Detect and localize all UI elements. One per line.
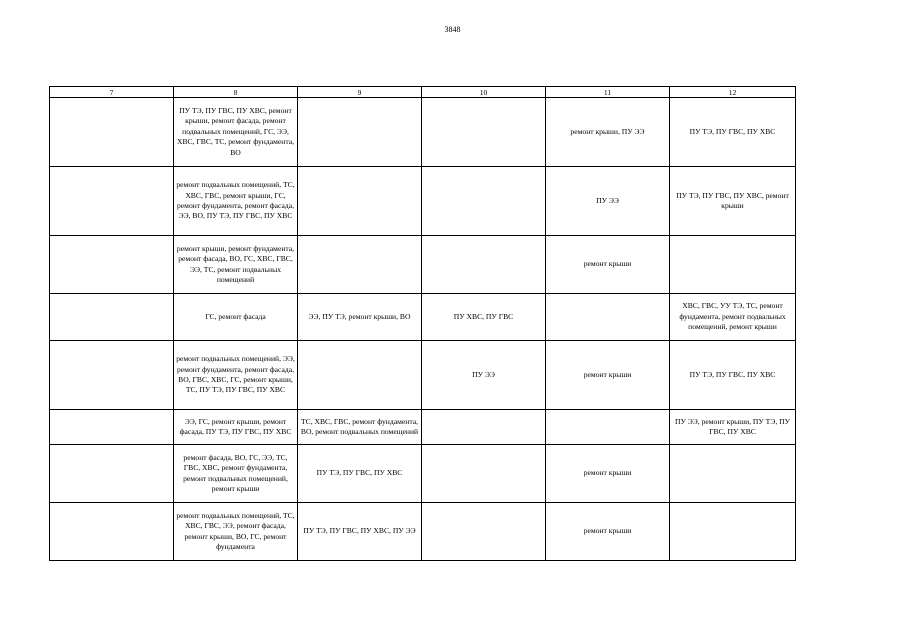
table-cell [50,98,174,167]
column-header-10: 10 [422,87,546,98]
table-cell: ПУ ХВС, ПУ ГВС [422,294,546,341]
table-cell: ремонт крыши [546,236,670,294]
table-row [50,167,796,236]
table-row [50,503,796,561]
table-cell: ремонт фасада, ВО, ГС, ЭЭ, ТС, ГВС, ХВС, ремонт фундамента, ремонт подвальных помещений, ремонт крыши [174,445,298,503]
table-cell [50,410,174,445]
table-row [50,98,796,167]
table-cell: ремонт крыши, ремонт фундамента, ремонт фасада, ВО, ГС, ХВС, ГВС, ЭЭ, ТС, ремонт подвальных помещений [174,236,298,294]
table-cell: ПУ ТЭ, ПУ ГВС, ПУ ХВС, ремонт крыши, ремонт фасада, ремонт подвальных помещений, ГС, ЭЭ, ХВС, ГВС, ТС, ремонт фундамента, ВО [174,98,298,167]
table-cell: ПУ ЭЭ [422,341,546,410]
table-cell [422,445,546,503]
table-cell [422,98,546,167]
table-cell: ремонт подвальных помещений, ТС, ХВС, ГВС, ЭЭ, ремонт фасада, ремонт крыши, ВО, ГС, ремонт фундамента [174,503,298,561]
table-cell: ПУ ТЭ, ПУ ГВС, ПУ ХВС [670,98,796,167]
table-cell [546,294,670,341]
table-cell: ПУ ЭЭ [546,167,670,236]
table-cell: ЭЭ, ГС, ремонт крыши, ремонт фасада, ПУ ТЭ, ПУ ГВС, ПУ ХВС [174,410,298,445]
table-cell: ЭЭ, ПУ ТЭ, ремонт крыши, ВО [298,294,422,341]
table-cell [50,445,174,503]
table-cell: ремонт крыши [546,341,670,410]
table-cell [298,167,422,236]
column-header-12: 12 [670,87,796,98]
table-cell: ремонт крыши [546,445,670,503]
column-header-9: 9 [298,87,422,98]
table-cell: ПУ ЭЭ, ремонт крыши, ПУ ТЭ, ПУ ГВС, ПУ ХВС [670,410,796,445]
table-cell [50,341,174,410]
table-cell: ПУ ТЭ, ПУ ГВС, ПУ ХВС [298,445,422,503]
table-cell: ГС, ремонт фасада [174,294,298,341]
table-cell: ремонт подвальных помещений, ЭЭ, ремонт фундамента, ремонт фасада, ВО, ГВС, ХВС, ГС, ремонт крыши, ТС, ПУ ТЭ, ПУ ГВС, ПУ ХВС [174,341,298,410]
table-cell [422,410,546,445]
table-cell [50,503,174,561]
table-cell [298,98,422,167]
table-cell: ПУ ТЭ, ПУ ГВС, ПУ ХВС [670,341,796,410]
table-row [50,341,796,410]
table-row [50,445,796,503]
works-table [49,86,796,561]
column-header-7: 7 [50,87,174,98]
page-number: 3848 [444,25,461,34]
table-cell: ремонт подвальных помещений, ТС, ХВС, ГВС, ремонт крыши, ГС, ремонт фундамента, ремонт фасада, ЭЭ, ВО, ПУ ТЭ, ПУ ГВС, ПУ ХВС [174,167,298,236]
header-row [50,87,796,98]
table-cell: ремонт крыши, ПУ ЭЭ [546,98,670,167]
table-cell [670,445,796,503]
table-row [50,410,796,445]
table-cell: ремонт крыши [546,503,670,561]
table-cell [298,236,422,294]
table-cell [298,341,422,410]
column-header-11: 11 [546,87,670,98]
table-cell [50,294,174,341]
table-cell [670,503,796,561]
table-row [50,236,796,294]
table-cell: ТС, ХВС, ГВС, ремонт фундамента, ВО, ремонт подвальных помещений [298,410,422,445]
table-cell [422,236,546,294]
table-row [50,294,796,341]
table-cell [546,410,670,445]
table-cell: ПУ ТЭ, ПУ ГВС, ПУ ХВС, ремонт крыши [670,167,796,236]
table-cell [670,236,796,294]
table-cell [50,167,174,236]
table-cell: ПУ ТЭ, ПУ ГВС, ПУ ХВС, ПУ ЭЭ [298,503,422,561]
table-cell [422,167,546,236]
table-cell [50,236,174,294]
column-header-8: 8 [174,87,298,98]
table-cell [422,503,546,561]
table-cell: ХВС, ГВС, УУ ТЭ, ТС, ремонт фундамента, ремонт подвальных помещений, ремонт крыши [670,294,796,341]
